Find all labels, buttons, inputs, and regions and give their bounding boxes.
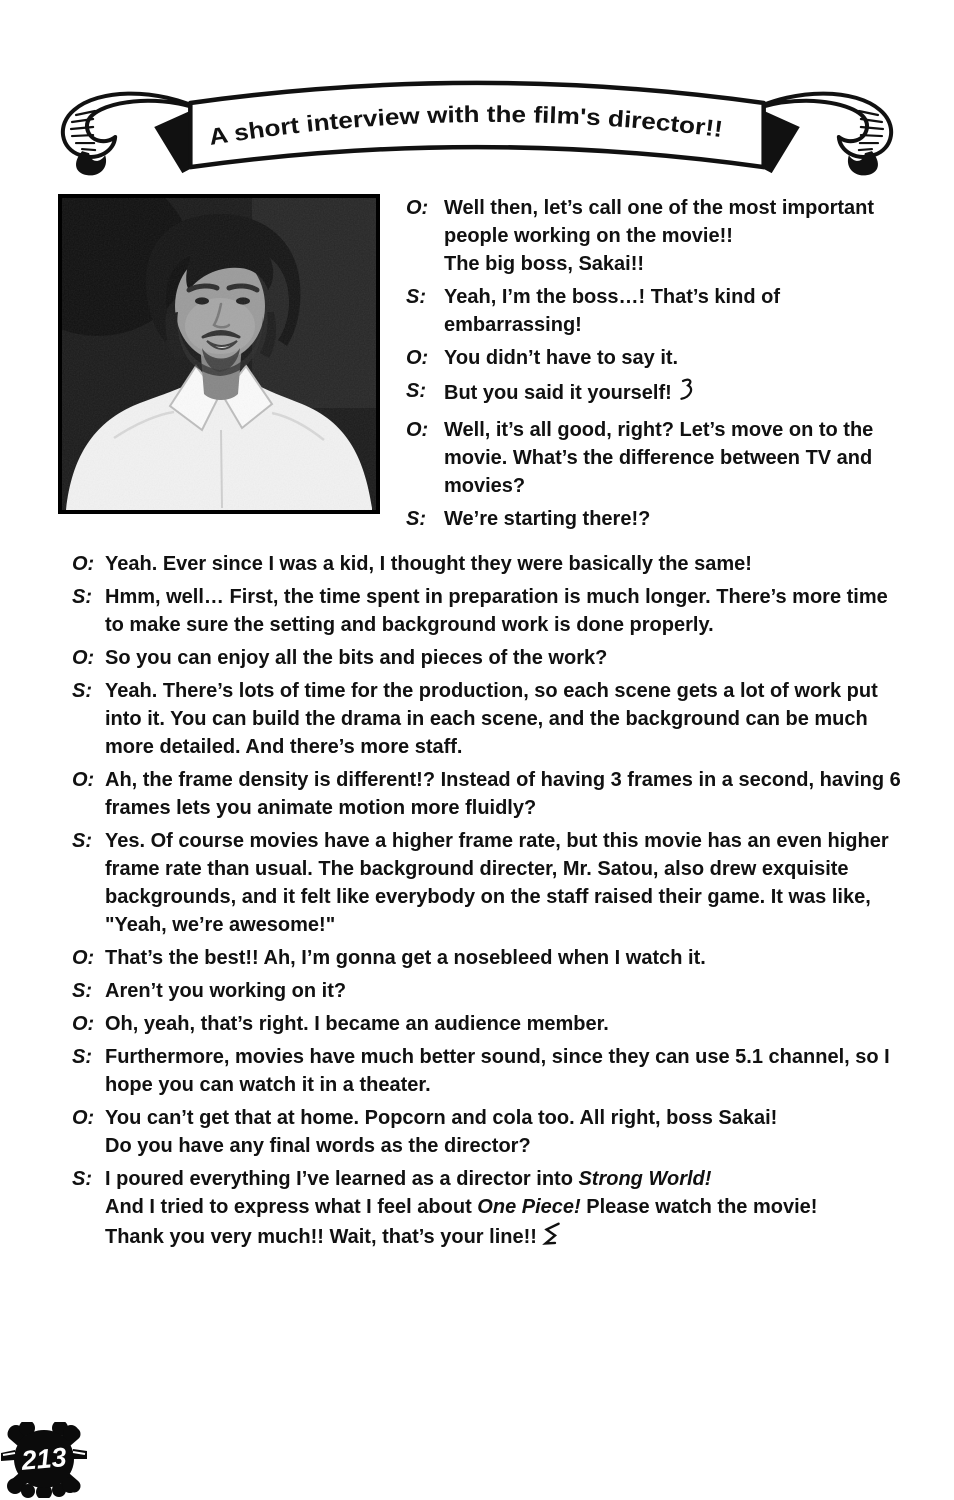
- dialog-text: Aren’t you working on it?: [105, 980, 347, 1002]
- dialog-text: I poured everything I’ve learned as a director into Strong World! And I tried to express what I feel about One Piece! Please watch the movie! Thank you very much!! Wait, that’s your line!!: [105, 1165, 904, 1255]
- speaker-label: O:: [72, 553, 95, 575]
- speaker-label: S:: [72, 586, 92, 608]
- dialog-text: Well then, let’s call one of the most important people working on the movie!! The big boss, Sakai!!: [444, 197, 875, 275]
- dialog-text: Well, it’s all good, right? Let’s move on to the movie. What’s the difference between TV and movies?: [444, 419, 874, 497]
- dialog-line: [58, 977, 904, 1005]
- scroll-ribbon-graphic: [52, 50, 902, 178]
- dialog-text: You didn’t have to say it.: [444, 347, 679, 369]
- zigzag-squiggle-mark: [542, 1220, 560, 1248]
- speaker-label: S:: [406, 508, 426, 530]
- speaker-label: O:: [72, 647, 95, 669]
- banner: [52, 50, 902, 178]
- dialog-line: [58, 677, 904, 761]
- speaker-label: S:: [406, 286, 426, 308]
- dialog-text: Oh, yeah, that’s right. I became an audience member.: [105, 1013, 609, 1035]
- dialog-text: Yeah, I’m the boss…! That’s kind of embarrassing!: [444, 286, 780, 336]
- dialog-line: [58, 644, 904, 672]
- dialog-line: [58, 1043, 904, 1099]
- speaker-label: S:: [72, 1046, 92, 1068]
- speaker-label: O:: [72, 1107, 95, 1129]
- curly-squiggle-mark: [677, 376, 695, 404]
- dialog-text: So you can enjoy all the bits and pieces of the work?: [105, 647, 608, 669]
- speaker-label: S:: [72, 680, 92, 702]
- speaker-label: O:: [406, 419, 429, 441]
- dialog-line: [58, 550, 904, 578]
- speaker-label: S:: [72, 830, 92, 852]
- full-dialog-section: [58, 550, 904, 1255]
- dialog-line: [406, 377, 904, 411]
- speaker-label: S:: [406, 380, 426, 402]
- dialog-text: Yeah. There’s lots of time for the production, so each scene gets a lot of work put into it. You can build the drama in each scene, and the background can be much more detailed. And there’s more staff.: [105, 680, 878, 758]
- page-number-skull: [0, 1422, 88, 1498]
- dialog-text: We’re starting there!?: [444, 508, 651, 530]
- dialog-text: Yeah. Ever since I was a kid, I thought they were basically the same!: [105, 553, 752, 575]
- dialog-line: [406, 505, 904, 533]
- dialog-line: [58, 944, 904, 972]
- dialog-line: [406, 416, 904, 500]
- dialog-text: But you said it yourself!: [444, 377, 904, 411]
- curly-squiggle: [679, 377, 694, 411]
- dialog-text: You can’t get that at home. Popcorn and cola too. All right, boss Sakai! Do you have any final words as the director?: [105, 1107, 778, 1157]
- dialog-text: Hmm, well… First, the time spent in preparation is much longer. There’s more time to make sure the setting and background work is done properly.: [105, 586, 888, 636]
- skull-crossbones-icon: [0, 1422, 88, 1498]
- dialog-line: [406, 283, 904, 339]
- speaker-label: S:: [72, 980, 92, 1002]
- speaker-label: O:: [72, 947, 95, 969]
- dialog-line: [406, 344, 904, 372]
- dialog-line: [58, 1010, 904, 1038]
- dialog-text: Furthermore, movies have much better sound, since they can use 5.1 channel, so I hope you can watch it in a theater.: [105, 1046, 890, 1096]
- dialog-line: [58, 1104, 904, 1160]
- side-dialog-column: [380, 194, 904, 538]
- director-photo: [58, 194, 380, 514]
- speaker-label: O:: [406, 347, 429, 369]
- dialog-text: Ah, the frame density is different!? Instead of having 3 frames in a second, having 6 frames lets you animate motion more fluidly?: [105, 769, 901, 819]
- dialog-text: Yes. Of course movies have a higher frame rate, but this movie has an even higher frame rate than usual. The background directer, Mr. Satou, also drew exquisite backgrounds, and it felt like everybody on the staff raised their game. It was like, "Yeah, we’re awesome!": [105, 830, 889, 936]
- dialog-text: That’s the best!! Ah, I’m gonna get a nosebleed when I watch it.: [105, 947, 706, 969]
- dialog-line: [58, 827, 904, 939]
- speaker-label: O:: [406, 197, 429, 219]
- banner-title: A short interview with the film's director!!: [207, 100, 724, 150]
- dialog-line: [58, 583, 904, 639]
- page-number: 213: [20, 1442, 68, 1476]
- speaker-label: O:: [72, 769, 95, 791]
- speaker-label: O:: [72, 1013, 95, 1035]
- dialog-line: [406, 194, 904, 278]
- zigzag-squiggle: [544, 1221, 559, 1255]
- dialog-line: [58, 766, 904, 822]
- director-portrait-illustration: [62, 198, 376, 510]
- speaker-label: S:: [72, 1168, 92, 1190]
- interview-content: [58, 194, 904, 1260]
- dialog-line: [58, 1165, 904, 1255]
- photo-and-side-dialog: [58, 194, 904, 538]
